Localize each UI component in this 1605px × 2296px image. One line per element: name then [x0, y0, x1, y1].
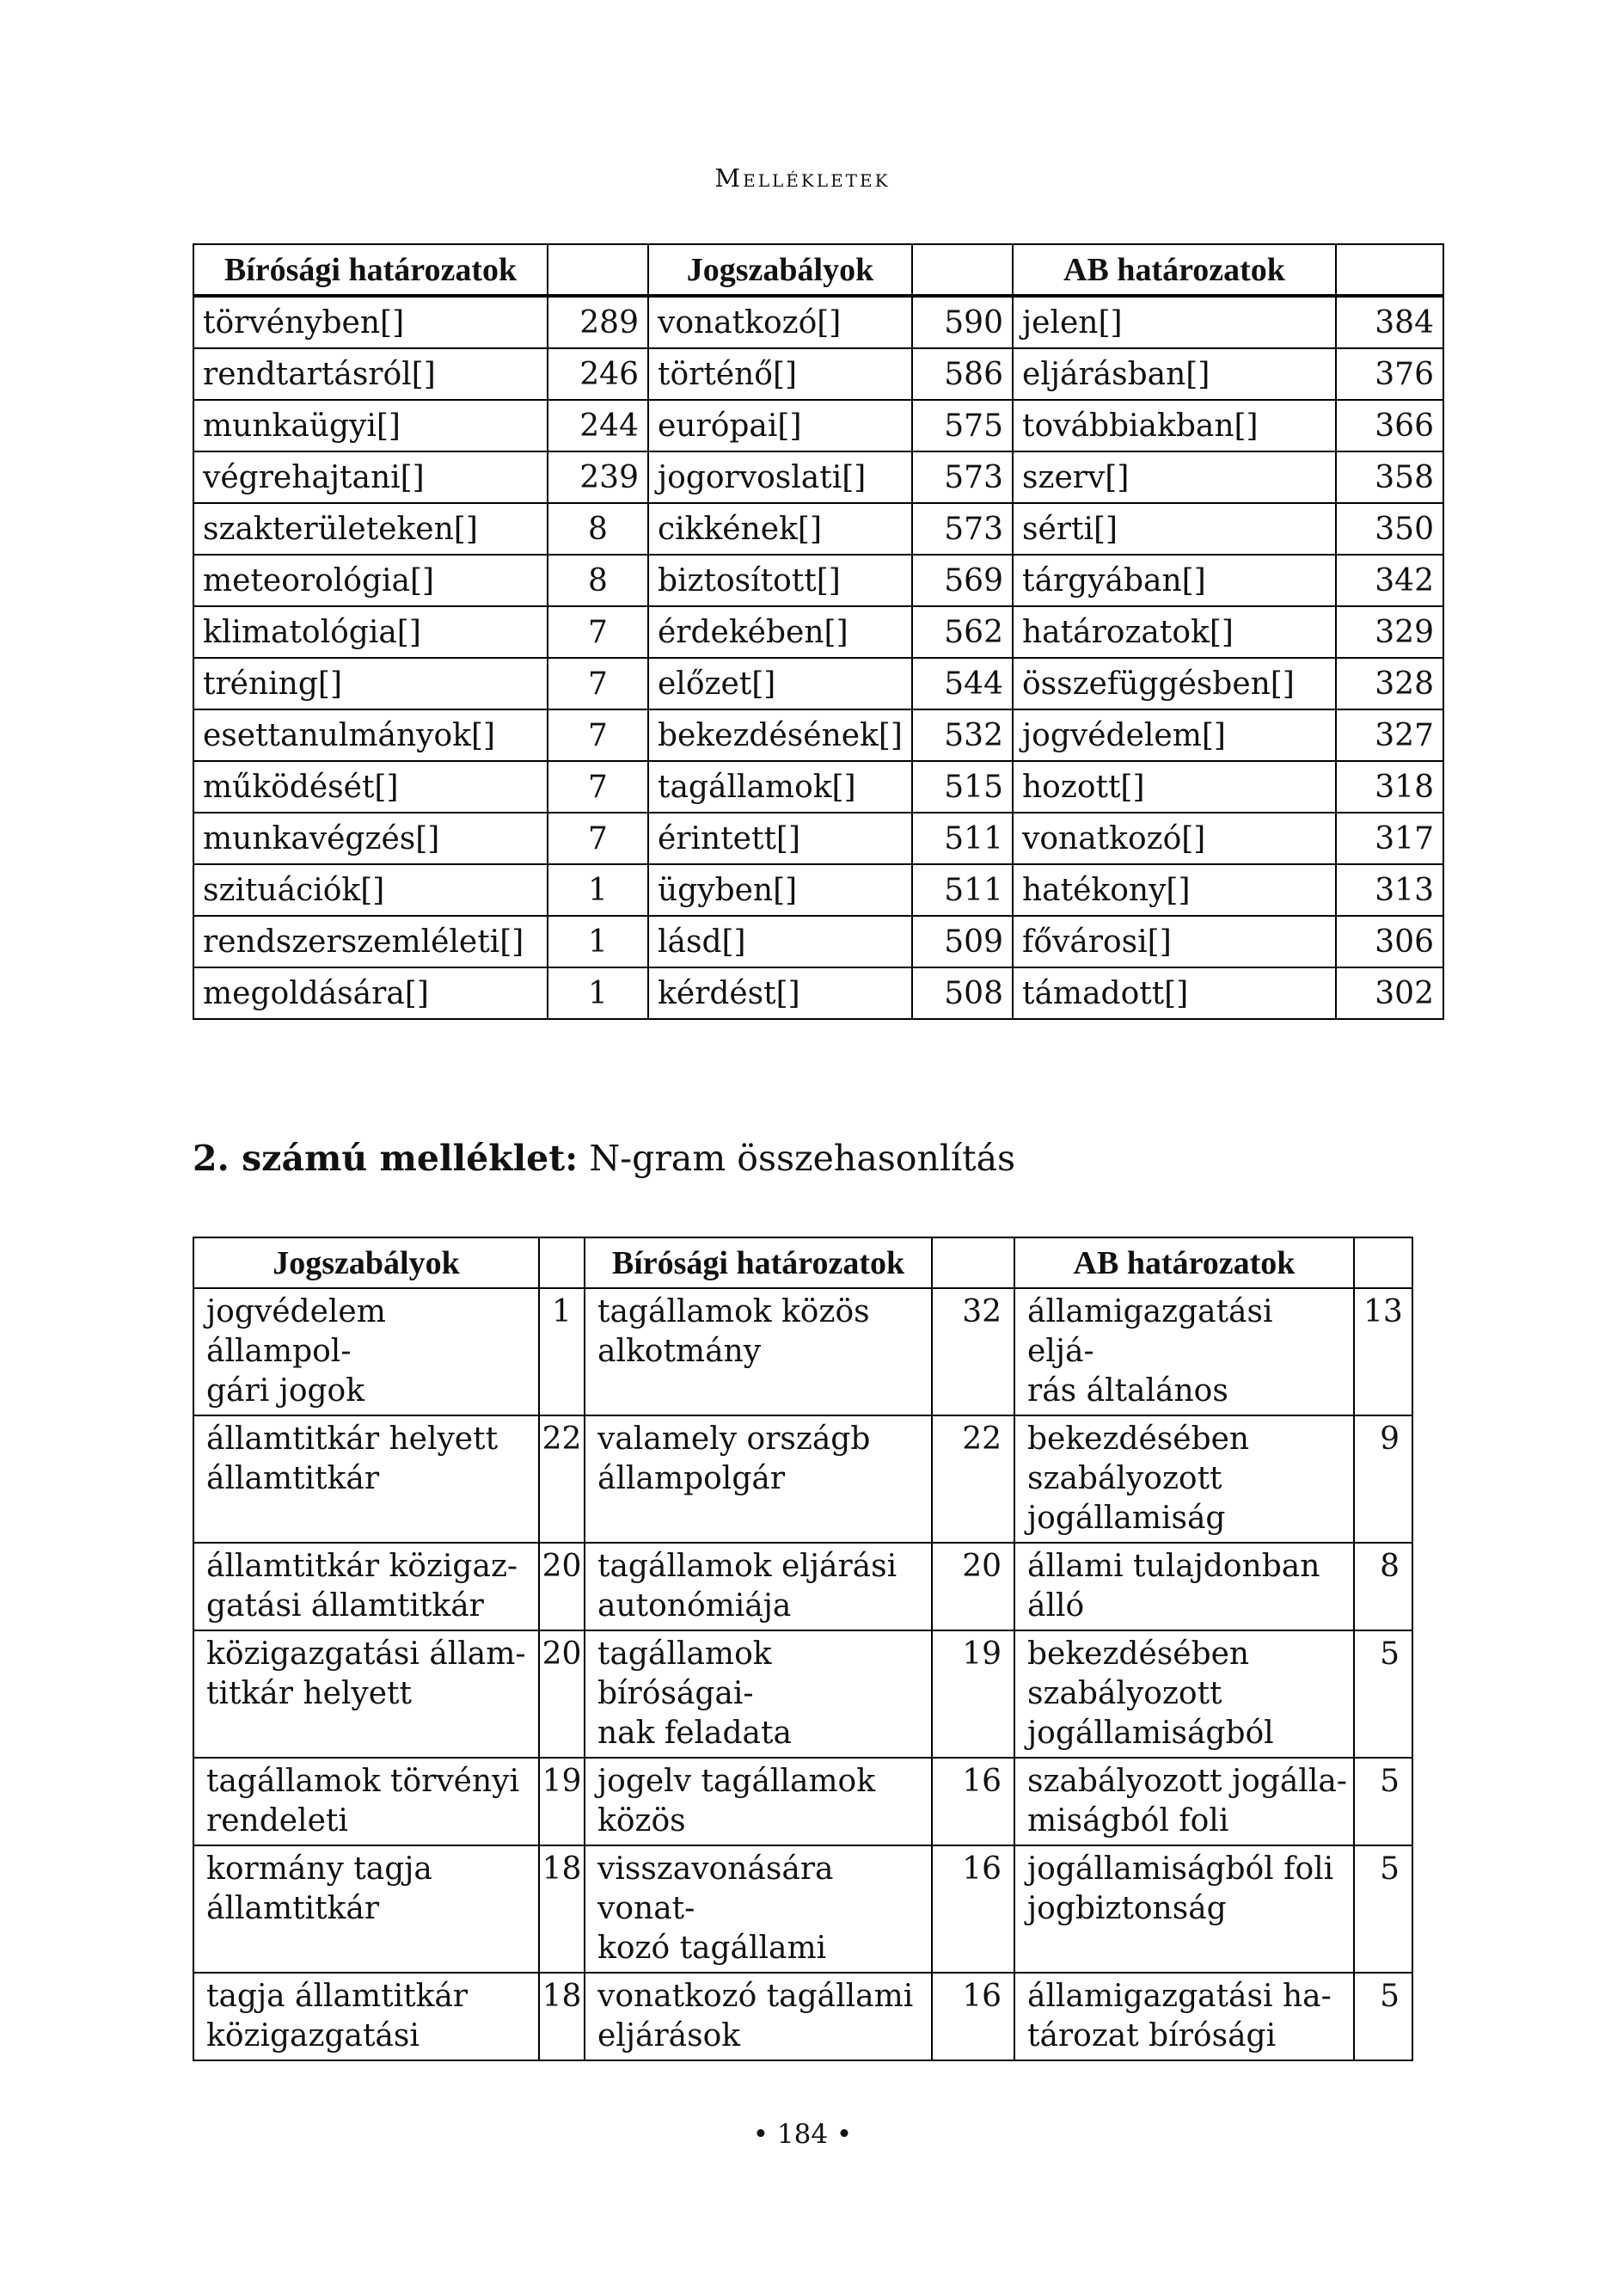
term-cell: bekezdésében szabályozott jogállamiságból	[1014, 1630, 1354, 1758]
term-cell: vonatkozó[]	[1013, 813, 1336, 864]
term-cell: sérti[]	[1013, 503, 1336, 555]
count-cell: 384	[1336, 296, 1443, 348]
term-cell: kormány tagja államtitkár	[193, 1845, 539, 1973]
term-cell: biztosított[]	[648, 555, 912, 606]
column-header	[1336, 244, 1443, 296]
term-cell: érdekében[]	[648, 606, 912, 658]
count-cell: 20	[539, 1543, 585, 1630]
term-cell: jelen[]	[1013, 296, 1336, 348]
count-cell: 8	[1354, 1543, 1412, 1630]
count-cell: 5	[1354, 1973, 1412, 2060]
count-cell: 573	[912, 503, 1013, 555]
table-row	[193, 761, 1443, 813]
table-row	[193, 709, 1443, 761]
term-cell: jogelv tagállamok közös	[585, 1758, 932, 1845]
count-cell: 1	[548, 967, 648, 1019]
running-head: Mellékletek	[714, 163, 891, 193]
count-cell: 302	[1336, 967, 1443, 1019]
table-row	[193, 1973, 1412, 2060]
term-cell: meteorológia[]	[193, 555, 548, 606]
column-header	[912, 244, 1013, 296]
term-cell: tagállamok bíróságai- nak feladata	[585, 1630, 932, 1758]
count-cell: 586	[912, 348, 1013, 400]
column-header	[1354, 1237, 1412, 1288]
term-cell: működését[]	[193, 761, 548, 813]
term-cell: ügyben[]	[648, 864, 912, 916]
term-cell: jogorvoslati[]	[648, 451, 912, 503]
count-cell: 508	[912, 967, 1013, 1019]
table-row	[193, 813, 1443, 864]
ngram-comparison-table	[193, 1237, 1413, 2061]
table-row	[193, 1543, 1412, 1630]
term-cell: történő[]	[648, 348, 912, 400]
page-number: • 184 •	[752, 2119, 853, 2150]
term-cell: tagállamok eljárási autonómiája	[585, 1543, 932, 1630]
count-cell: 239	[548, 451, 648, 503]
count-cell: 306	[1336, 916, 1443, 967]
term-cell: fővárosi[]	[1013, 916, 1336, 967]
count-cell: 18	[539, 1973, 585, 2060]
count-cell: 7	[548, 709, 648, 761]
count-cell: 511	[912, 864, 1013, 916]
table-row	[193, 916, 1443, 967]
count-cell: 532	[912, 709, 1013, 761]
term-cell: valamely országb állampolgár	[585, 1415, 932, 1543]
count-cell: 32	[932, 1288, 1014, 1415]
term-cell: állami tulajdonban álló	[1014, 1543, 1354, 1630]
table-row	[193, 400, 1443, 451]
count-cell: 376	[1336, 348, 1443, 400]
count-cell: 329	[1336, 606, 1443, 658]
term-cell: szerv[]	[1013, 451, 1336, 503]
term-cell: államigazgatási ha- tározat bírósági	[1014, 1973, 1354, 2060]
section-heading	[193, 1138, 1015, 1179]
count-cell: 7	[548, 606, 648, 658]
term-cell: tagja államtitkár közigazgatási	[193, 1973, 539, 2060]
term-cell: európai[]	[648, 400, 912, 451]
count-cell: 544	[912, 658, 1013, 709]
table-row	[193, 1758, 1412, 1845]
term-cell: rendszerszemléleti[]	[193, 916, 548, 967]
term-cell: előzet[]	[648, 658, 912, 709]
term-cell: támadott[]	[1013, 967, 1336, 1019]
term-cell: bekezdésében szabályozott jogállamiság	[1014, 1415, 1354, 1543]
term-cell: törvényben[]	[193, 296, 548, 348]
term-cell: vonatkozó[]	[648, 296, 912, 348]
term-cell: végrehajtani[]	[193, 451, 548, 503]
count-cell: 511	[912, 813, 1013, 864]
count-cell: 590	[912, 296, 1013, 348]
term-cell: államigazgatási eljá- rás általános	[1014, 1288, 1354, 1415]
term-cell: tagállamok közös alkotmány	[585, 1288, 932, 1415]
count-cell: 573	[912, 451, 1013, 503]
count-cell: 515	[912, 761, 1013, 813]
count-cell: 342	[1336, 555, 1443, 606]
term-cell: szakterületeken[]	[193, 503, 548, 555]
term-cell: határozatok[]	[1013, 606, 1336, 658]
table-row	[193, 1288, 1412, 1415]
term-cell: jogvédelem állampol- gári jogok	[193, 1288, 539, 1415]
table-row	[193, 1415, 1412, 1543]
term-cell: tárgyában[]	[1013, 555, 1336, 606]
term-cell: vonatkozó tagállami eljárások	[585, 1973, 932, 2060]
count-cell: 22	[932, 1415, 1014, 1543]
column-header	[932, 1237, 1014, 1288]
term-cell: jogállamiságból foli jogbiztonság	[1014, 1845, 1354, 1973]
term-cell: jogvédelem[]	[1013, 709, 1336, 761]
count-cell: 7	[548, 813, 648, 864]
section-title: N-gram összehasonlítás	[578, 1138, 1016, 1179]
count-cell: 313	[1336, 864, 1443, 916]
table-header-row	[193, 244, 1443, 296]
count-cell: 509	[912, 916, 1013, 967]
count-cell: 569	[912, 555, 1013, 606]
table-row	[193, 555, 1443, 606]
table-header-row	[193, 1237, 1412, 1288]
column-header: Jogszabályok	[193, 1237, 539, 1288]
column-header: Bírósági határozatok	[585, 1237, 932, 1288]
term-cell: lásd[]	[648, 916, 912, 967]
term-cell: munkavégzés[]	[193, 813, 548, 864]
term-cell: szituációk[]	[193, 864, 548, 916]
term-cell: eljárásban[]	[1013, 348, 1336, 400]
count-cell: 19	[539, 1758, 585, 1845]
table-row	[193, 348, 1443, 400]
count-cell: 1	[548, 864, 648, 916]
count-cell: 5	[1354, 1845, 1412, 1973]
term-cell: érintett[]	[648, 813, 912, 864]
table-row	[193, 967, 1443, 1019]
term-cell: hatékony[]	[1013, 864, 1336, 916]
term-cell: megoldására[]	[193, 967, 548, 1019]
column-header: Bírósági határozatok	[193, 244, 548, 296]
count-cell: 18	[539, 1845, 585, 1973]
column-header: Jogszabályok	[648, 244, 912, 296]
count-cell: 562	[912, 606, 1013, 658]
term-cell: összefüggésben[]	[1013, 658, 1336, 709]
table-row	[193, 658, 1443, 709]
count-cell: 366	[1336, 400, 1443, 451]
term-cell: cikkének[]	[648, 503, 912, 555]
count-cell: 350	[1336, 503, 1443, 555]
term-cell: bekezdésének[]	[648, 709, 912, 761]
count-cell: 22	[539, 1415, 585, 1543]
term-cell: munkaügyi[]	[193, 400, 548, 451]
count-cell: 317	[1336, 813, 1443, 864]
count-cell: 16	[932, 1973, 1014, 2060]
count-cell: 19	[932, 1630, 1014, 1758]
count-cell: 1	[548, 916, 648, 967]
count-cell: 8	[548, 555, 648, 606]
term-cell: visszavonására vonat- kozó tagállami	[585, 1845, 932, 1973]
column-header: AB határozatok	[1014, 1237, 1354, 1288]
count-cell: 9	[1354, 1415, 1412, 1543]
term-cell: hozott[]	[1013, 761, 1336, 813]
term-cell: rendtartásról[]	[193, 348, 548, 400]
count-cell: 575	[912, 400, 1013, 451]
table-row	[193, 864, 1443, 916]
term-cell: kérdést[]	[648, 967, 912, 1019]
term-cell: tagállamok[]	[648, 761, 912, 813]
table-row	[193, 1630, 1412, 1758]
count-cell: 5	[1354, 1758, 1412, 1845]
count-cell: 328	[1336, 658, 1443, 709]
count-cell: 20	[932, 1543, 1014, 1630]
term-cell: szabályozott jogálla- miságból foli	[1014, 1758, 1354, 1845]
term-cell: államtitkár helyett államtitkár	[193, 1415, 539, 1543]
count-cell: 358	[1336, 451, 1443, 503]
count-cell: 246	[548, 348, 648, 400]
column-header	[548, 244, 648, 296]
column-header	[539, 1237, 585, 1288]
count-cell: 13	[1354, 1288, 1412, 1415]
term-cell: klimatológia[]	[193, 606, 548, 658]
table-row	[193, 606, 1443, 658]
term-cell: tagállamok törvényi rendeleti	[193, 1758, 539, 1845]
table-row	[193, 451, 1443, 503]
term-cell: tréning[]	[193, 658, 548, 709]
keyword-frequency-table	[193, 243, 1444, 1020]
count-cell: 318	[1336, 761, 1443, 813]
count-cell: 5	[1354, 1630, 1412, 1758]
table-row	[193, 503, 1443, 555]
table-row	[193, 1845, 1412, 1973]
count-cell: 7	[548, 761, 648, 813]
count-cell: 244	[548, 400, 648, 451]
count-cell: 16	[932, 1758, 1014, 1845]
term-cell: államtitkár közigaz- gatási államtitkár	[193, 1543, 539, 1630]
count-cell: 20	[539, 1630, 585, 1758]
count-cell: 289	[548, 296, 648, 348]
column-header: AB határozatok	[1013, 244, 1336, 296]
count-cell: 7	[548, 658, 648, 709]
count-cell: 327	[1336, 709, 1443, 761]
count-cell: 8	[548, 503, 648, 555]
count-cell: 1	[539, 1288, 585, 1415]
term-cell: továbbiakban[]	[1013, 400, 1336, 451]
table-row	[193, 296, 1443, 348]
term-cell: közigazgatási állam- titkár helyett	[193, 1630, 539, 1758]
count-cell: 16	[932, 1845, 1014, 1973]
term-cell: esettanulmányok[]	[193, 709, 548, 761]
section-label: 2. számú melléklet:	[193, 1138, 579, 1179]
